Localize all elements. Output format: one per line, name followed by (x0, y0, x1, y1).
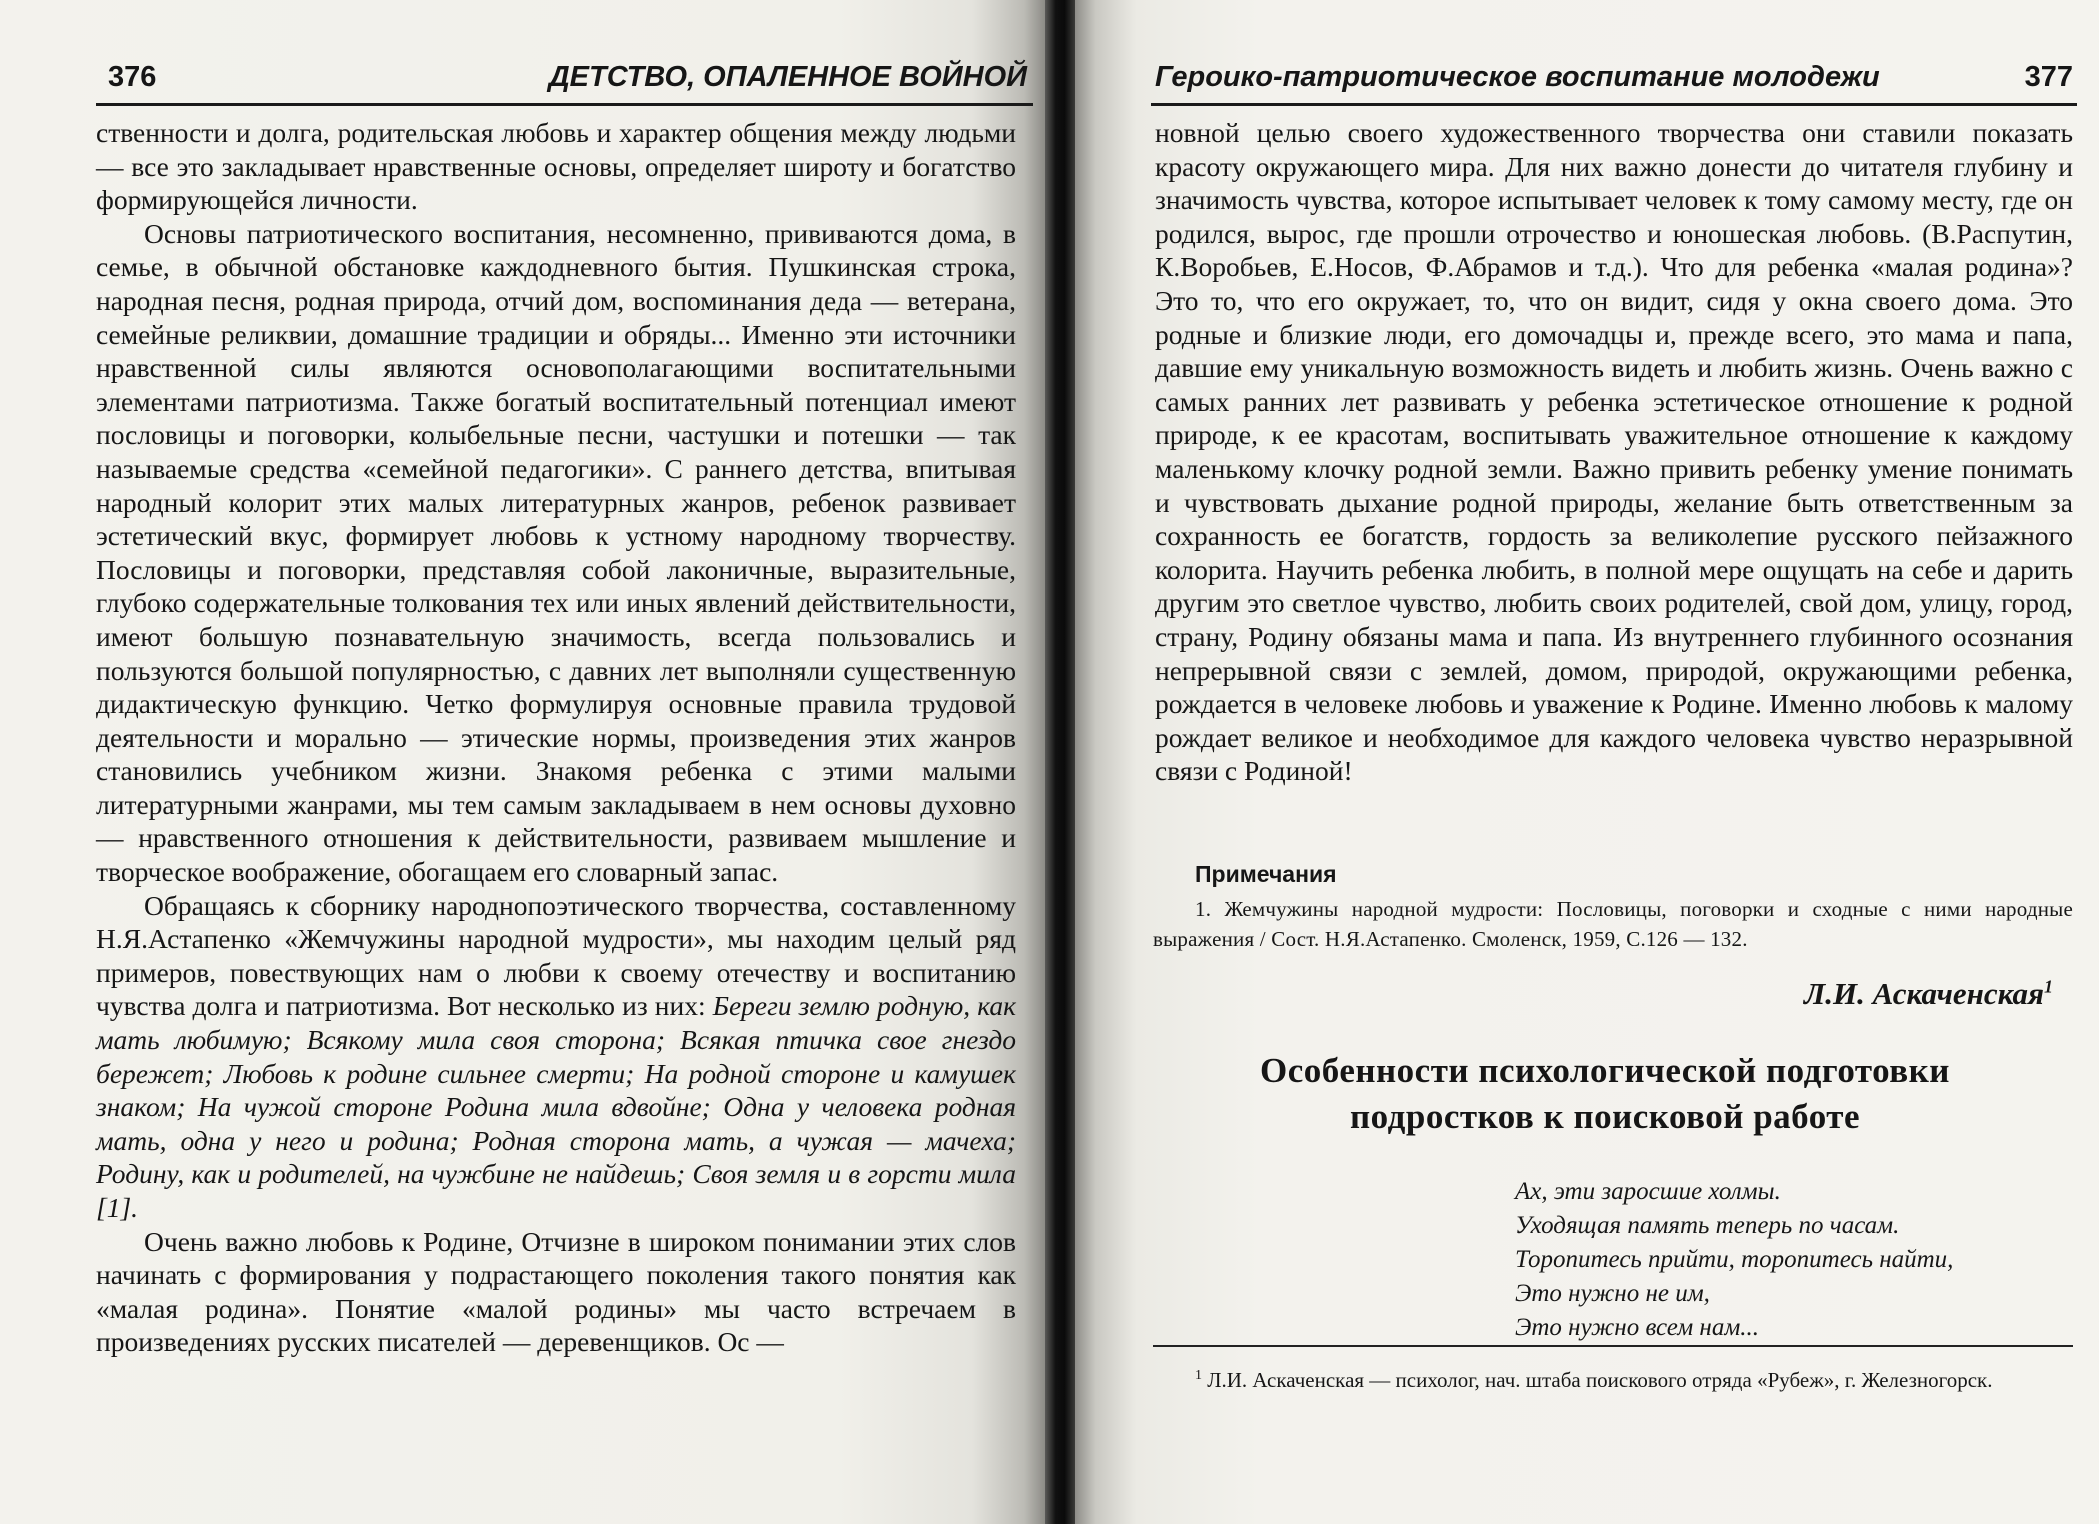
poem-line: Ах, эти заросшие холмы. (1515, 1178, 1781, 1205)
poem-line: Уходящая память теперь по часам. (1515, 1212, 1900, 1239)
header-rule-right (1151, 103, 2077, 106)
notes-heading: Примечания (1195, 861, 1337, 887)
paragraph-with-proverbs (96, 889, 1016, 1225)
book-gutter (1045, 0, 1075, 1524)
article-author (1804, 976, 2053, 1012)
page-number-right: 377 (2024, 61, 2073, 93)
paragraph-intro: Обращаясь к сборнику народнопоэтического творчества, составленному Н.Я.Астапенко «Жемчужины народной мудрости», мы находим целый ряд примеров, повествующих нам о любви к своему отечеству и воспитанию чувства долга и патриотизма. Вот несколько из них: (96, 889, 1016, 1022)
article-title-line: подростков к поисковой работе (1349, 1097, 1860, 1136)
running-head-title-right: Героико-патриотическое воспитание молодежи (1155, 61, 1880, 93)
article-title-line: Особенности психологической подготовки (1260, 1051, 1950, 1090)
note-item: 1. Жемчужины народной мудрости: Пословицы, поговорки и сходные с ними народные выражения / Сост. Н.Я.Астапенко. Смоленск, 1959, С.126 — 132. (1153, 897, 2073, 951)
header-rule-left (96, 103, 1033, 106)
paragraph: ственности и долга, родительская любовь и характер общения между людьми — все это закладывает нравственные основы, определяет широту и богатство формирующейся личности. (96, 117, 1016, 216)
footnote-rule (1153, 1345, 2073, 1347)
footnote (1153, 1360, 2073, 1396)
poem-line: Это нужно не им, (1515, 1280, 1710, 1307)
poem-line: Торопитесь прийти, торопитесь найти, (1515, 1246, 1954, 1273)
proverbs-list: Береги землю родную, как мать любимую; Всякому мила своя сторона; Всякая птичка свое гнездо бережет; Любовь к родине сильнее смерти; На родной стороне и камушек знаком; На чужой стороне Родина мила вдвойне; Одна у человека родная мать, одна у него и родина; Родная сторона мать, а чужая — мачеха; Родину, как и родителей, на чужбине не найдешь; Своя земля и в горсти мила [1]. (96, 990, 1016, 1223)
right-body-text (1155, 116, 2073, 788)
footnote-text: Л.И. Аскаченская — психолог, нач. штаба поискового отряда «Рубеж», г. Железногорск. (1207, 1368, 1993, 1392)
poem-line: Это нужно всем нам... (1515, 1314, 1760, 1341)
author-name: Л.И. Аскаченская (1803, 976, 2044, 1011)
paragraph: Основы патриотического воспитания, несомненно, прививаются дома, в семье, в обычной обстановке каждодневного бытия. Пушкинская строка, народная песня, родная природа, отчий дом, воспоминания деда — ветерана, семейные реликвии, домашние традиции и обряды... Именно эти источники нравственной силы являются основополагающими воспитательными элементами патриотизма. Также богатый воспитательный потенциал имеют пословицы и поговорки, колыбельные песни, частушки и потешки — так называемые средства «семейной педагогики». С раннего детства, впитывая народный колорит этих малых литературных жанров, ребенок развивает эстетический вкус, формирует любовь к устному народному творчеству. Пословицы и поговорки, представляя собой лаконичные, выразительные, глубоко содержательные толкования тех или иных явлений действительности, имеют большую познавательную значимость, всегда пользовались и пользуются большой популярностью, с давних лет выполняли существенную дидактическую функцию. Четко формулируя основные правила трудовой деятельности и морально — этические нормы, произведения этих жанров становились учебником жизни. Знакомя ребенка с этими малыми литературными жанрами, мы тем самым закладываем в нем основы духовно — нравственного отношения к действительности, развиваем мышление и творческое воображение, обогащаем его словарный запас. (96, 217, 1016, 888)
paragraph: новной целью своего художественного творчества они ставили показать красоту окружающего мира. Для них важно донести до читателя глубину и значимость чувства, которое испытывает человек к тому самому месту, где он родился, вырос, где прошли отрочество и юношеская любовь. (В.Распутин, К.Воробьев, Е.Носов, Ф.Абрамов и т.д.). Что для ребенка «малая родина»? Это то, что его окружает, то, что он видит, сидя у окна своего дома. Это родные и близкие люди, его домочадцы и, прежде всего, это мама и папа, давшие ему уникальную возможность видеть и любить жизнь. Очень важно с самых ранних лет развивать у ребенка эстетическое отношение к родной природе, к ее красотам, воспитывать уважительное отношение к каждому маленькому клочку родной земли. Важно привить ребенку умение понимать и чувствовать дыхание родной природы, желание быть ответственным за сохранность ее богатств, гордость за великолепие русского пейзажного колорита. Научить ребенка любить, в полной мере ощущать на себе и дарить другим это светлое чувство, любить своих родителей, свой дом, улицу, город, страну, Родину обязаны мама и папа. Из внутреннего глубинного осознания непрерывной связи с землей, домом, природой, окружающими ребенка, рождается в человеке любовь и уважение к Родине. Именно любовь к малому рождает великое и необходимое для каждого человека чувство неразрывной связи с Родиной! (1155, 117, 2073, 787)
left-body-text (96, 116, 1016, 1359)
paragraph: Очень важно любовь к Родине, Отчизне в широком понимании этих слов начинать с формирования у подрастающего поколения такого понятия как «малая родина». Понятие «малой родины» мы часто встречаем в произведениях русских писателей — деревенщиков. Ос — (96, 1225, 1016, 1358)
running-head-left (108, 52, 1027, 102)
left-page (0, 0, 1045, 1524)
footnote-marker: 1 (2044, 976, 2053, 997)
footnote-marker: 1 (1195, 1368, 1202, 1383)
page-number-left: 376 (108, 61, 157, 93)
article-title (1135, 1048, 2075, 1140)
running-head-right (1155, 52, 2073, 102)
running-head-title-left: ДЕТСТВО, ОПАЛЕННОЕ ВОЙНОЙ (548, 61, 1027, 93)
right-page (1075, 0, 2099, 1524)
epigraph-poem (1515, 1175, 1953, 1345)
